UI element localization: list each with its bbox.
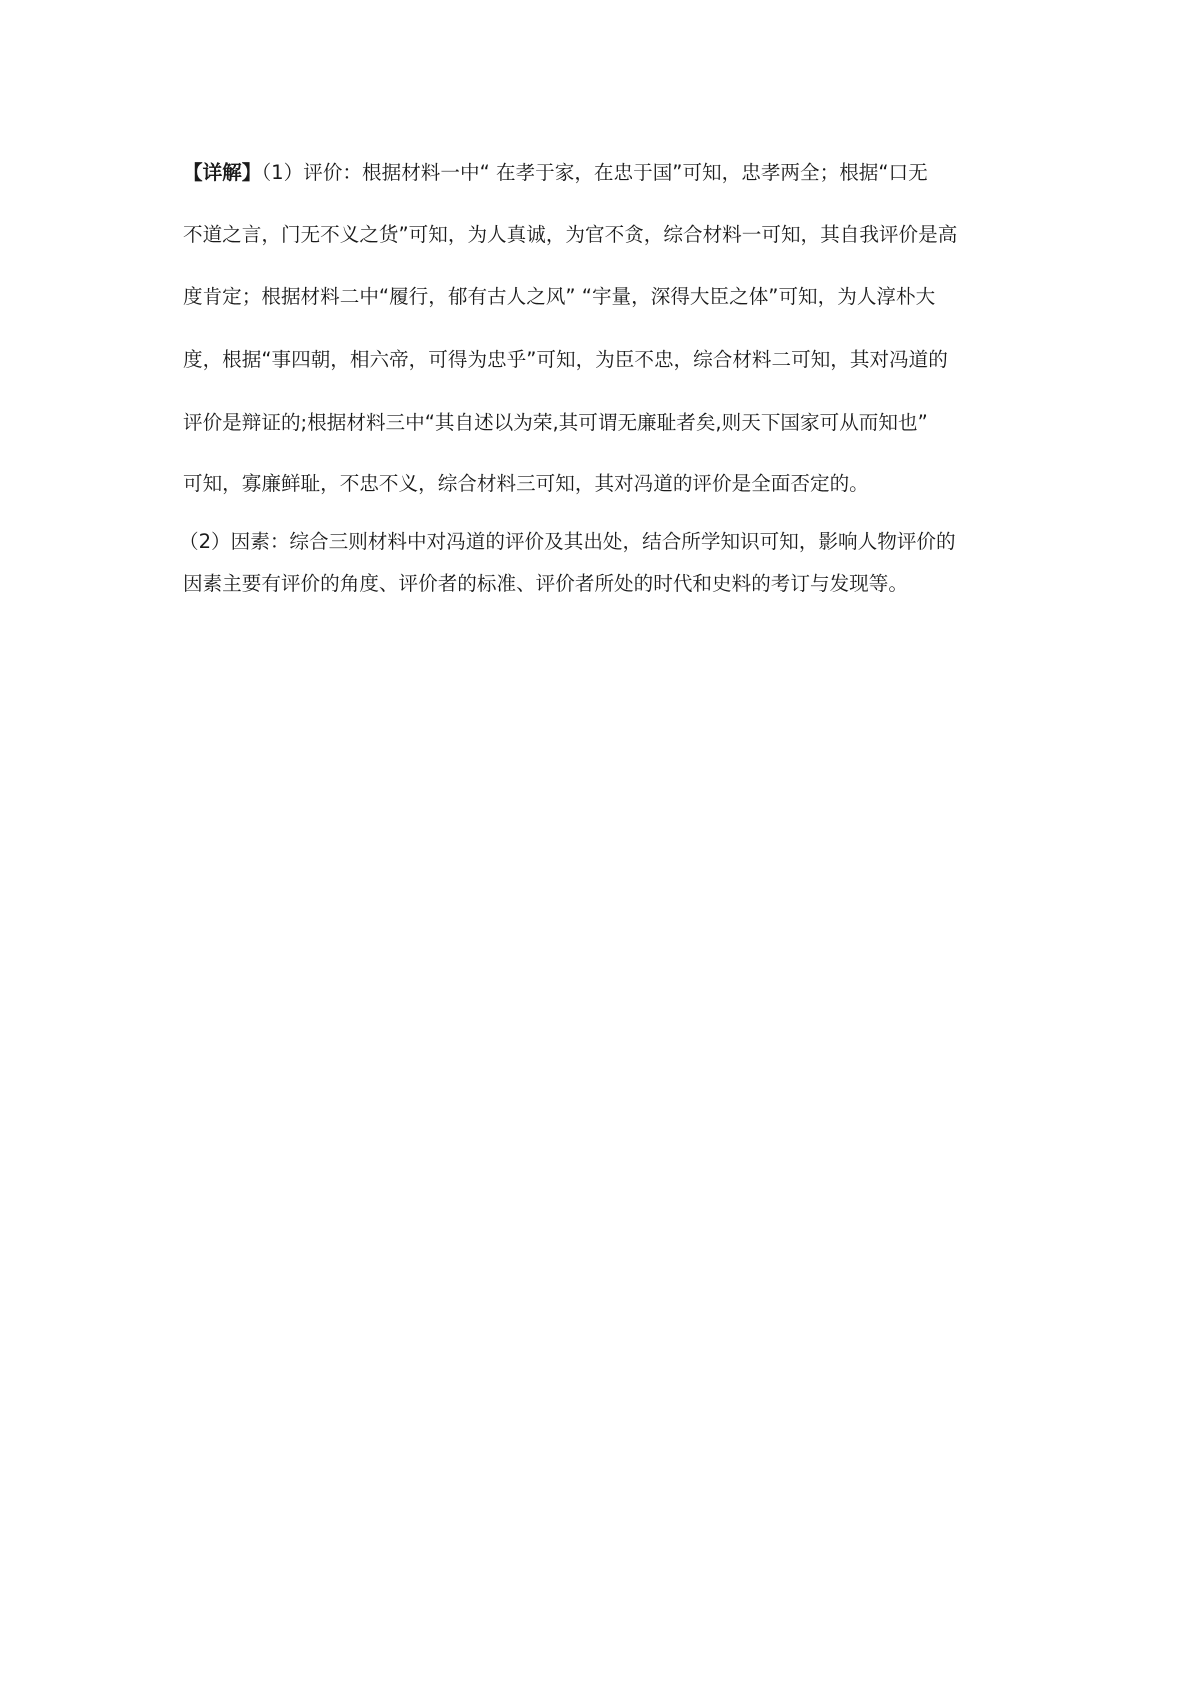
text-line: 评价是辩证的;根据材料三中“其自述以为荣,其可谓无廉耻者矣,则天下国家可从而知也” <box>183 411 928 434</box>
text-line <box>183 161 928 185</box>
section-label: 【详解】 <box>183 161 262 184</box>
text-line: 不道之言，门无不义之货”可知，为人真诚，为官不贪，综合材料一可知，其自我评价是高 <box>183 223 958 246</box>
text-line: （2）因素：综合三则材料中对冯道的评价及其出处，结合所学知识可知，影响人物评价的 <box>179 530 956 553</box>
text-line: 度肯定；根据材料二中“履行，郁有古人之风” “宇量，深得大臣之体”可知，为人淳朴大 <box>183 285 936 308</box>
line-text: （1）评价：根据材料一中“ 在孝于家，在忠于国”可知，忠孝两全；根据“口无 <box>261 161 928 184</box>
text-line: 因素主要有评价的角度、评价者的标准、评价者所处的时代和史料的考订与发现等。 <box>183 572 908 595</box>
text-line: 可知，寡廉鲜耻，不忠不义，综合材料三可知，其对冯道的评价是全面否定的。 <box>183 472 869 495</box>
text-line: 度，根据“事四朝，相六帝，可得为忠乎”可知，为臣不忠，综合材料二可知，其对冯道的 <box>183 348 948 371</box>
